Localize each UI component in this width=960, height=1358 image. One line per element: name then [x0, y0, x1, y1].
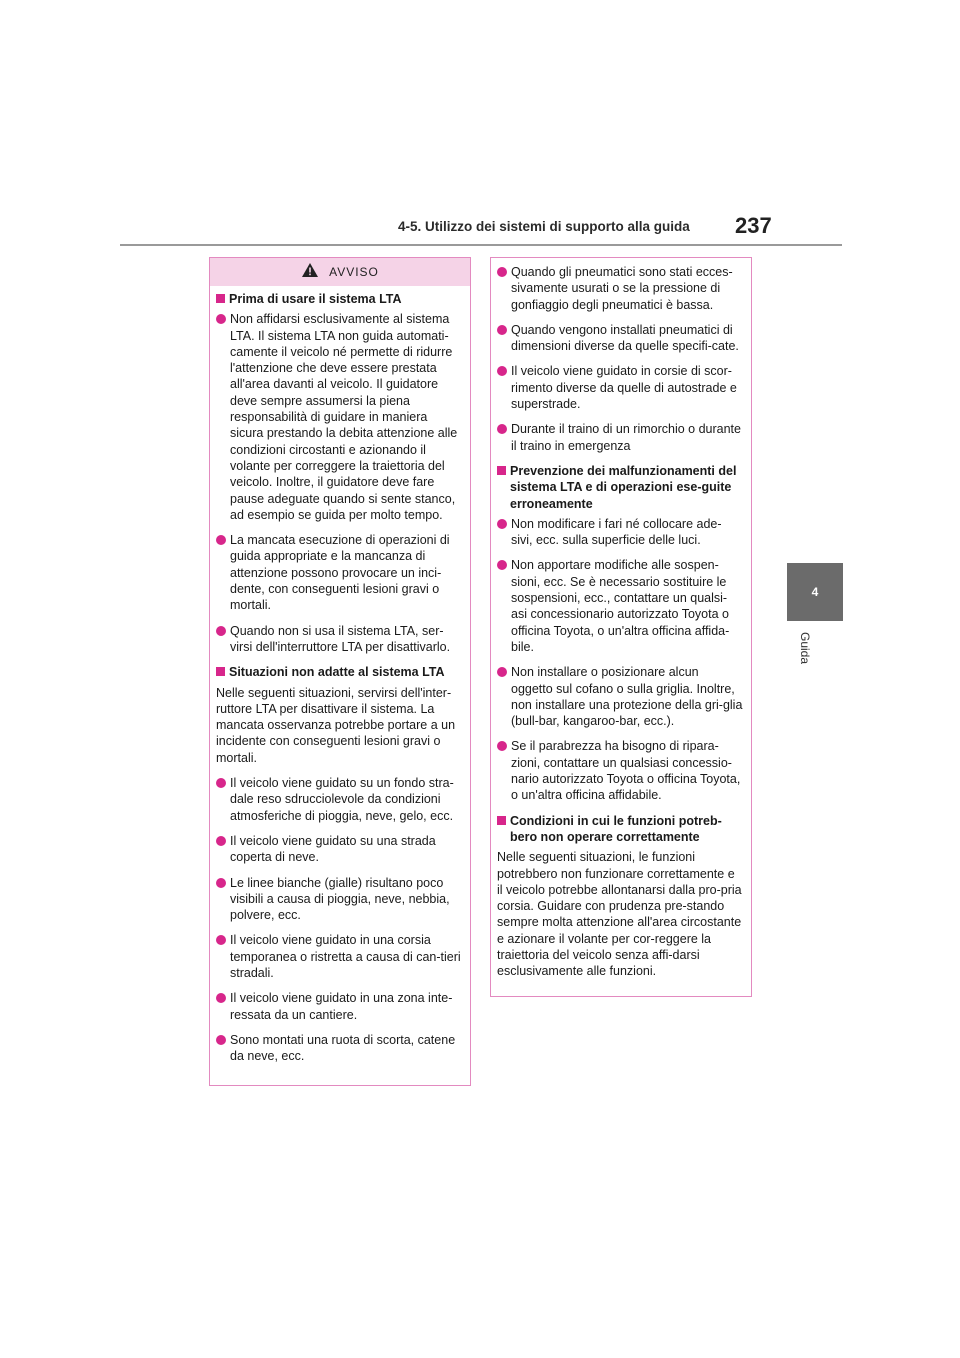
header-divider — [120, 244, 842, 246]
warning-triangle-icon — [301, 262, 319, 282]
list-item: Sono montati una ruota di scorta, catene da neve, ecc. — [216, 1032, 462, 1065]
list-item: Non modificare i fari né collocare ade-sivi, ecc. sulla superficie delle luci. — [497, 516, 743, 549]
warning-title: AVVISO — [329, 264, 379, 279]
subheading-malfunction-prevention: Prevenzione dei malfunzionamenti del sistema LTA e di operazioni ese-guite erroneamente — [497, 463, 743, 512]
warning-panel-right — [490, 257, 752, 997]
chapter-tab: 4 — [787, 563, 843, 621]
section-title: 4-5. Utilizzo dei sistemi di supporto alla guida — [398, 219, 690, 234]
list-item: Il veicolo viene guidato su una strada coperta di neve. — [216, 833, 462, 866]
list-item: Durante il traino di un rimorchio o durante il traino in emergenza — [497, 421, 743, 454]
list-item: Le linee bianche (gialle) risultano poco visibili a causa di pioggia, neve, nebbia, polvere, ecc. — [216, 875, 462, 924]
list-item: Se il parabrezza ha bisogno di ripara-zioni, contattare un qualsiasi concessio-nario autorizzato Toyota o officina Toyota, o un'altra officina affidabile. — [497, 738, 743, 803]
list-item: Il veicolo viene guidato in una corsia temporanea o ristretta a causa di can-tieri stradali. — [216, 932, 462, 981]
list-item: Il veicolo viene guidato su un fondo stra-dale reso sdrucciolevole da condizioni atmosferiche di pioggia, neve, gelo, ecc. — [216, 775, 462, 824]
subheading-unsuitable-situations: Situazioni non adatte al sistema LTA — [216, 664, 462, 680]
warning-panel-left — [209, 257, 471, 1086]
list-item: Il veicolo viene guidato in una zona inte-ressata da un cantiere. — [216, 990, 462, 1023]
subheading-before-use: Prima di usare il sistema LTA — [216, 291, 462, 307]
list-item: La mancata esecuzione di operazioni di guida appropriate e la mancanza di attenzione possono provocare un inci-dente, con conseguenti lesioni gravi o mortali. — [216, 532, 462, 613]
list-item: Non affidarsi esclusivamente al sistema LTA. Il sistema LTA non guida automati-camente il veicolo né permette di ridurre l'attenzione che deve essere prestata all'area davanti al veicolo. Il guidatore deve sempre assumersi la piena responsabilità di guidare in maniera sicura prestando la debita attenzione alle condizioni circostanti e azionando il volante per correggere la traiettoria del veicolo. Inoltre, il guidatore deve fare pause adeguate quando si sente stanco, ad esempio se guida per molto tempo. — [216, 311, 462, 523]
paragraph: Nelle seguenti situazioni, le funzioni potrebbero non funzionare correttamente e il veicolo potrebbe allontanarsi dalla pro-pria corsia. Guidare con prudenza pre-stando sempre molta attenzione all'area circostante e azionare il volante per cor-reggere la traiettoria del veicolo senza affi-darsi esclusivamente alle funzioni. — [497, 850, 742, 979]
list-item: Quando non si usa il sistema LTA, ser-virsi dell'interruttore LTA per disattivarlo. — [216, 623, 462, 656]
subheading-conditions-not-operating: Condizioni in cui le funzioni potreb-bero non operare correttamente — [497, 813, 743, 846]
list-item: Quando vengono installati pneumatici di dimensioni diverse da quelle specifi-cate. — [497, 322, 743, 355]
list-item: Il veicolo viene guidato in corsie di scor-rimento diverse da quelle di autostrade e superstrade. — [497, 363, 743, 412]
warning-header — [210, 258, 470, 286]
paragraph: Nelle seguenti situazioni, servirsi dell'inter-ruttore LTA per disattivare il sistema. La mancata osservanza potrebbe portare a un incidente con conseguenti lesioni gravi o mortali. — [216, 685, 456, 765]
list-item: Non apportare modifiche alle sospen-sioni, ecc. Se è necessario sostituire le sospensioni, ecc., contattare un qualsi-asi concessionario autorizzato Toyota o officina Toyota, o un'altra officina affida-bile. — [497, 557, 743, 655]
list-item: Quando gli pneumatici sono stati ecces-sivamente usurati o se la pressione di gonfiaggio degli pneumatici è bassa. — [497, 264, 743, 313]
list-item: Non installare o posizionare alcun oggetto sul cofano o sulla griglia. Inoltre, non installare una protezione della gri-glia (bull-bar, kangaroo-bar, ecc.). — [497, 664, 743, 729]
page-number: 237 — [735, 213, 772, 238]
chapter-label: Guida — [798, 632, 812, 665]
